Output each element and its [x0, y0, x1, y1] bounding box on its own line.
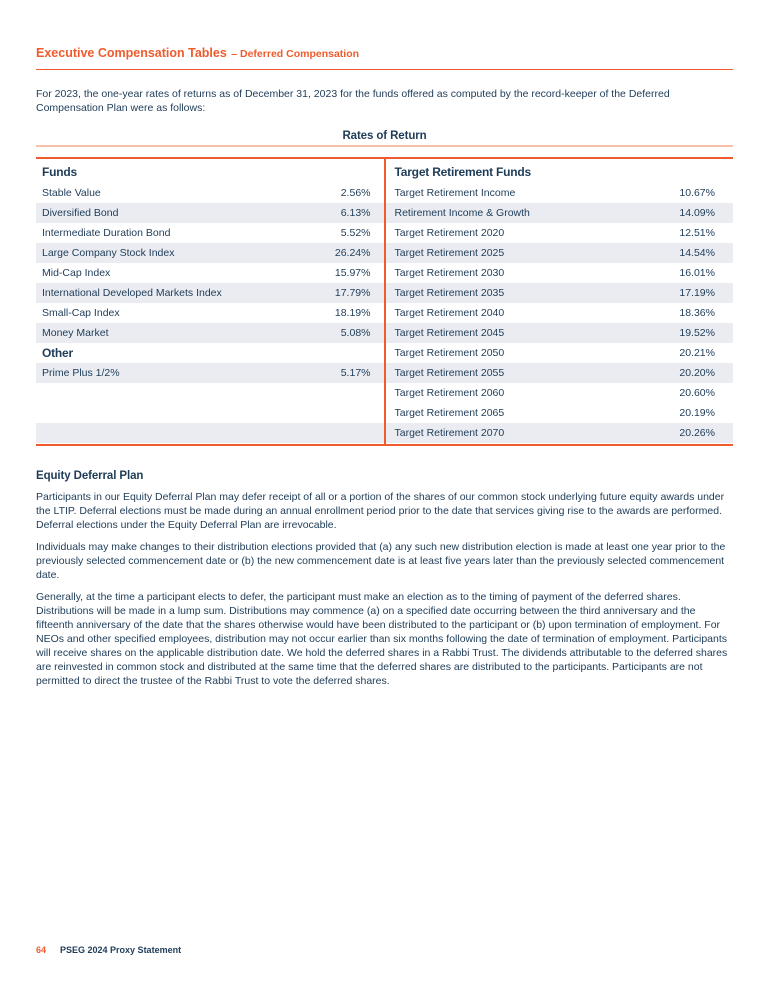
table-row [386, 283, 734, 303]
table-row [386, 383, 734, 403]
target-retirement-column-header: Target Retirement Funds [394, 164, 532, 179]
fund-return-value: 15.97% [334, 266, 371, 279]
funds-rows [36, 183, 384, 443]
fund-name: Target Retirement 2065 [394, 406, 505, 419]
table-row [36, 363, 384, 383]
table-row [36, 283, 384, 303]
table-row [386, 303, 734, 323]
fund-name: Target Retirement 2070 [394, 426, 505, 439]
table-row [36, 403, 384, 423]
fund-name: Mid-Cap Index [42, 266, 111, 279]
page-header [36, 44, 733, 70]
fund-return-value: 20.19% [679, 406, 715, 419]
fund-return-value: 19.52% [679, 326, 715, 339]
table-row [36, 263, 384, 283]
fund-name: International Developed Markets Index [42, 286, 222, 299]
table-row [386, 183, 734, 203]
page-content [36, 0, 733, 688]
fund-return-value: 14.54% [679, 246, 715, 259]
fund-name: Prime Plus 1/2% [42, 366, 120, 379]
table-row [36, 343, 384, 363]
fund-return-value: 5.08% [340, 326, 371, 339]
fund-name: Target Retirement 2035 [394, 286, 505, 299]
table-row [386, 363, 734, 383]
fund-name: Other [42, 345, 74, 360]
fund-name: Diversified Bond [42, 206, 119, 219]
fund-name: Target Retirement 2020 [394, 226, 505, 239]
fund-name: Target Retirement 2040 [394, 306, 505, 319]
table-row [386, 223, 734, 243]
target-retirement-rows [386, 183, 734, 443]
table-row [36, 223, 384, 243]
table-row [386, 203, 734, 223]
fund-name: Target Retirement 2050 [394, 346, 505, 359]
fund-return-value: 5.52% [340, 226, 371, 239]
fund-return-value: 14.09% [679, 206, 715, 219]
body-paragraph-1: Participants in our Equity Deferral Plan may defer receipt of all or a portion of the shares of our common stock underlying future equity awards under the LTIP. Deferral elections must be made during an annual enrollment period prior to the date that services giving rise to the awards are performed. Deferral elections under the Equity Deferral Plan are irrevocable. [36, 490, 725, 531]
footer-text: PSEG 2024 Proxy Statement [60, 945, 182, 955]
table-row [36, 183, 384, 203]
fund-return-value: 18.36% [679, 306, 715, 319]
fund-name: Stable Value [42, 186, 101, 199]
table-row [386, 403, 734, 423]
fund-name: Target Retirement 2060 [394, 386, 505, 399]
fund-name: Target Retirement 2025 [394, 246, 505, 259]
funds-column-header: Funds [42, 164, 77, 179]
fund-return-value: 6.13% [340, 206, 371, 219]
funds-column [36, 159, 384, 444]
page-title: Executive Compensation Tables [36, 46, 227, 60]
table-title-rule [36, 145, 733, 147]
fund-return-value: 17.79% [334, 286, 371, 299]
fund-return-value: 10.67% [679, 186, 715, 199]
fund-name: Target Retirement 2045 [394, 326, 505, 339]
fund-return-value: 20.21% [679, 346, 715, 359]
page-number: 64 [36, 945, 47, 955]
rates-of-return-table [36, 157, 733, 446]
fund-return-value: 5.17% [340, 366, 371, 379]
table-title: Rates of Return [342, 130, 427, 142]
body-paragraph-2: Individuals may make changes to their distribution elections provided that (a) any such new distribution election is made at least one year prior to the previously selected commencement date or (b) the new commencement date is at least five years later than the previously selected commencement date. [36, 540, 726, 581]
body-paragraph-3: Generally, at the time a participant elects to defer, the participant must make an election as to the timing of payment of the deferred shares. Distributions will be made in a lump sum. Distributions may commence (a) on a specified date occurring between the third anniversary and the fifteenth anniversary of the date that the shares otherwise would have been distributed to the participant or (b) upon termination of employment. For NEOs and other specified employees, distribution may not occur earlier than six months following the date of termination of employment. Participants will receive shares on the applicable distribution date. We hold the deferred shares in a Rabbi Trust. The dividends attributable to the deferred shares are reinvested in common stock and distributed at the same time that the deferred shares are distributed to the participants. Participants are not permitted to direct the trustee of the Rabbi Trust to vote the deferred shares. [36, 590, 728, 687]
table-row [36, 203, 384, 223]
fund-return-value: 17.19% [679, 286, 715, 299]
fund-name: Retirement Income & Growth [394, 206, 530, 219]
fund-name: Large Company Stock Index [42, 246, 175, 259]
table-row [386, 343, 734, 363]
fund-return-value: 20.26% [679, 426, 715, 439]
fund-name: Target Retirement 2030 [394, 266, 505, 279]
fund-return-value: 12.51% [679, 226, 715, 239]
table-row [386, 323, 734, 343]
page-footer [36, 945, 181, 955]
target-retirement-column [386, 159, 734, 444]
intro-paragraph: For 2023, the one-year rates of returns as of December 31, 2023 for the funds offered as computed by the record-keeper of the Deferred Compensation Plan were as follows: [36, 88, 670, 114]
fund-name: Small-Cap Index [42, 306, 120, 319]
fund-return-value: 20.20% [679, 366, 715, 379]
table-row [386, 423, 734, 443]
table-row [386, 243, 734, 263]
fund-return-value: 20.60% [679, 386, 715, 399]
fund-name: Intermediate Duration Bond [42, 226, 171, 239]
fund-name: Target Retirement 2055 [394, 366, 505, 379]
fund-name: Target Retirement Income [394, 186, 516, 199]
fund-return-value: 18.19% [334, 306, 371, 319]
table-row [36, 423, 384, 443]
table-row [36, 383, 384, 403]
table-row [36, 243, 384, 263]
fund-return-value: 16.01% [679, 266, 715, 279]
fund-name: Money Market [42, 326, 109, 339]
section-heading: Equity Deferral Plan [36, 469, 144, 482]
table-row [36, 303, 384, 323]
table-row [386, 263, 734, 283]
table-row [36, 323, 384, 343]
fund-return-value: 26.24% [334, 246, 371, 259]
page-subtitle: – Deferred Compensation [231, 48, 360, 60]
fund-return-value: 2.56% [340, 186, 371, 199]
